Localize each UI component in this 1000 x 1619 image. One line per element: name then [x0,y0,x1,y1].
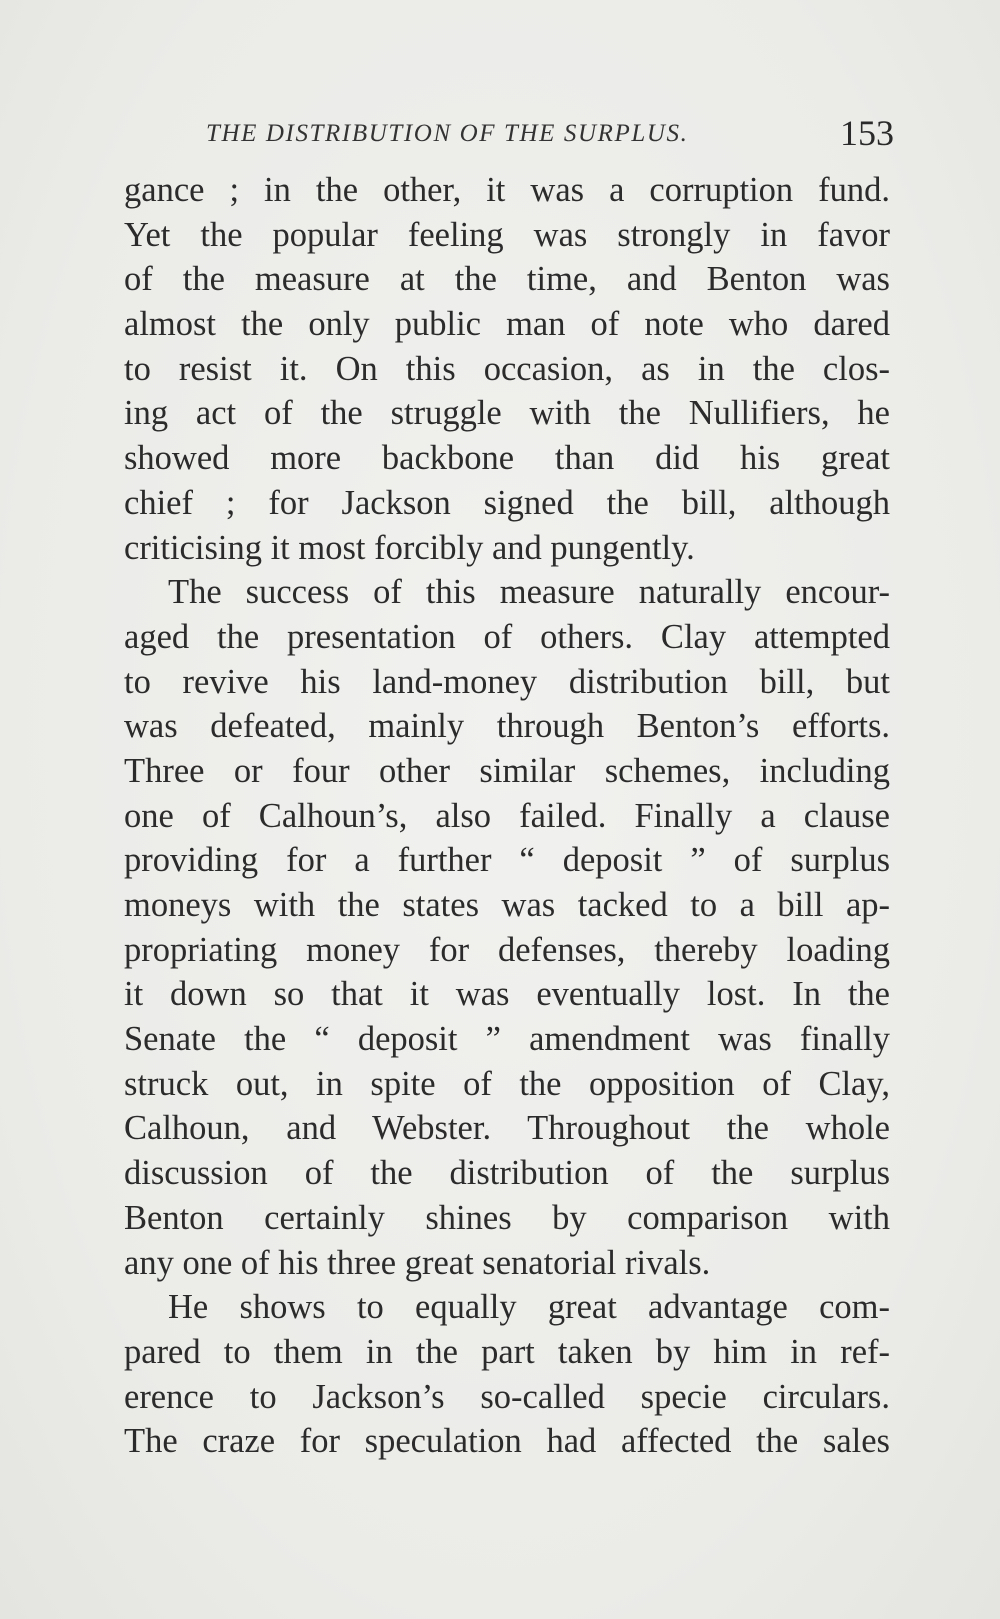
text-line: The success of this measure naturally encour- [168,573,890,612]
text-line: it down so that it was eventually lost. In the [124,975,890,1014]
text-line: moneys with the states was tacked to a bill ap- [124,886,890,924]
text-line: of the measure at the time, and Benton was [124,260,890,299]
body-text [124,168,890,1464]
text-line: one of Calhoun’s, also failed. Finally a clause [124,796,890,835]
text-line: was defeated, mainly through Benton’s efforts. [124,707,890,746]
page-number: 153 [840,113,894,153]
text-line: criticising it most forcibly and pungently. [124,528,695,567]
text-line: aged the presentation of others. Clay attempted [124,617,890,656]
text-line: propriating money for defenses, thereby loading [124,930,890,969]
text-line: to resist it. On this occasion, as in the clos- [124,349,890,388]
text-line: to revive his land-money distribution bill, but [124,662,890,701]
text-line: He shows to equally great advantage com- [168,1288,890,1327]
text-line: Senate the “ deposit ” amendment was finally [124,1020,890,1059]
running-head [200,112,900,156]
text-line: Yet the popular feeling was strongly in favor [124,215,890,254]
text-line: showed more backbone than did his great [124,439,890,478]
text-line: Three or four other similar schemes, including [124,751,890,790]
text-line: Calhoun, and Webster. Throughout the whole [124,1109,890,1148]
text-line: erence to Jackson’s so-called specie circulars. [124,1377,890,1416]
text-line: Benton certainly shines by comparison with [124,1198,890,1237]
text-line: chief ; for Jackson signed the bill, although [124,483,890,522]
text-line: discussion of the distribution of the surplus [124,1154,890,1193]
text-line: ing act of the struggle with the Nullifiers, he [124,394,890,433]
text-line: providing for a further “ deposit ” of surplus [124,841,890,880]
text-line: gance ; in the other, it was a corruption fund. [124,171,890,209]
text-line: any one of his three great senatorial rivals. [124,1243,711,1282]
text-line: almost the only public man of note who dared [124,305,890,344]
text-line: The craze for speculation had affected the sales [124,1422,890,1461]
text-line: pared to them in the part taken by him in ref- [124,1332,890,1371]
running-title: THE DISTRIBUTION OF THE SURPLUS. [206,120,689,147]
text-line: struck out, in spite of the opposition of Clay, [124,1064,890,1103]
